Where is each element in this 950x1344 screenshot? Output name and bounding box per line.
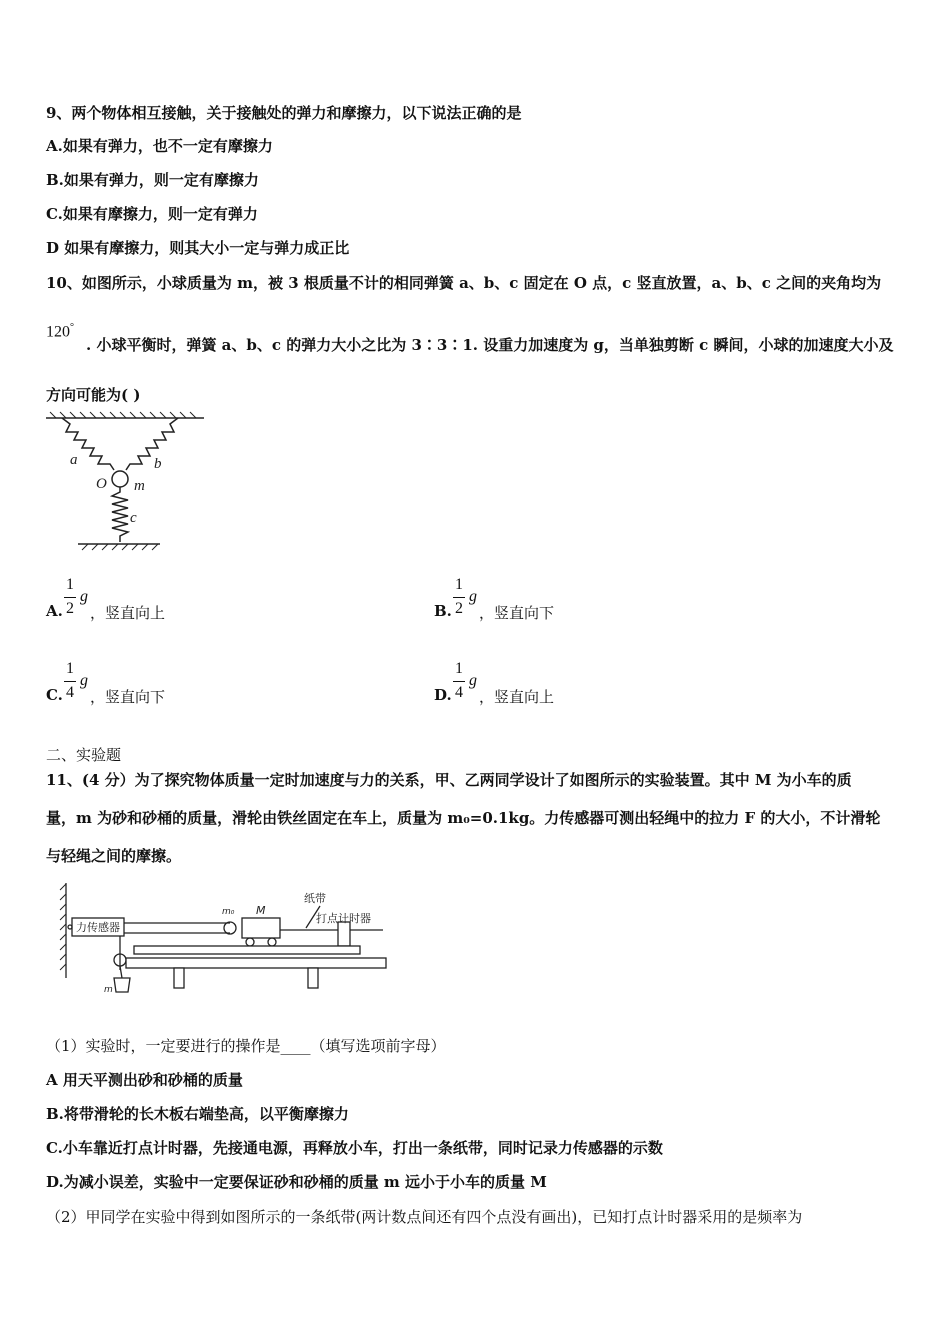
q9-option-a: A.如果有弹力，也不一定有摩擦力 <box>46 137 273 155</box>
label-m: m <box>104 985 113 995</box>
q11-option-c: C.小车靠近打点计时器，先接通电源，再释放小车，打出一条纸带，同时记录力传感器的示数 <box>46 1139 663 1157</box>
q11-part2: （2）甲同学在实验中得到如图所示的一条纸带(两计数点间还有四个点没有画出)，已知打点计时器采用的是频率为 <box>46 1208 803 1226</box>
q11-stem-line3: 与轻绳之间的摩擦。 <box>46 847 182 865</box>
q11-stem-line2: 量，m 为砂和砂桶的质量，滑轮由铁丝固定在车上，质量为 m₀=0.1kg。力传感器可测出轻绳中的拉力 F 的大小，不计滑轮 <box>46 809 881 827</box>
q11-apparatus-figure <box>58 878 408 1003</box>
label-O: O <box>96 476 107 492</box>
label-M: M <box>256 904 266 917</box>
q11-part1: （1）实验时，一定要进行的操作是____（填写选项前字母） <box>46 1037 446 1055</box>
q9-stem: 9、两个物体相互接触，关于接触处的弹力和摩擦力，以下说法正确的是 <box>46 104 522 122</box>
label-a: a <box>70 452 78 468</box>
section-title: 二、实验题 <box>46 746 122 764</box>
q10-spring-figure <box>40 410 210 560</box>
q11-option-a: A 用天平测出砂和砂桶的质量 <box>46 1071 243 1089</box>
label-tape: 纸带 <box>304 892 326 905</box>
q11-option-b: B.将带滑轮的长木板右端垫高，以平衡摩擦力 <box>46 1105 349 1123</box>
q10-stem-line1: 10、如图所示，小球质量为 m，被 3 根质量不计的相同弹簧 a、b、c 固定在 O 点，c 竖直放置，a、b、c 之间的夹角均为 <box>46 274 882 292</box>
label-sensor: 力传感器 <box>76 921 120 934</box>
label-timer: 打点计时器 <box>316 912 371 925</box>
label-m0: m₀ <box>222 907 235 917</box>
q10-stem-line2: . 小球平衡时，弹簧 a、b、c 的弹力大小之比为 3∶3∶1. 设重力加速度为 g，当单独剪断 c 瞬间，小球的加速度大小及 <box>86 336 894 354</box>
q9-option-d: D 如果有摩擦力，则其大小一定与弹力成正比 <box>46 239 350 257</box>
q9-option-b: B.如果有弹力，则一定有摩擦力 <box>46 171 259 189</box>
q10-angle: 120° <box>46 322 74 341</box>
q10-stem-line3: 方向可能为( ) <box>46 386 141 404</box>
label-m: m <box>134 478 145 494</box>
label-b: b <box>154 456 162 472</box>
label-c: c <box>130 510 137 526</box>
q11-stem-line1: 11、(4 分）为了探究物体质量一定时加速度与力的关系，甲、乙两同学设计了如图所示的实验装置。其中 M 为小车的质 <box>46 771 852 789</box>
q9-option-c: C.如果有摩擦力，则一定有弹力 <box>46 205 258 223</box>
q11-option-d: D.为减小误差，实验中一定要保证砂和砂桶的质量 m 远小于小车的质量 M <box>46 1173 547 1191</box>
